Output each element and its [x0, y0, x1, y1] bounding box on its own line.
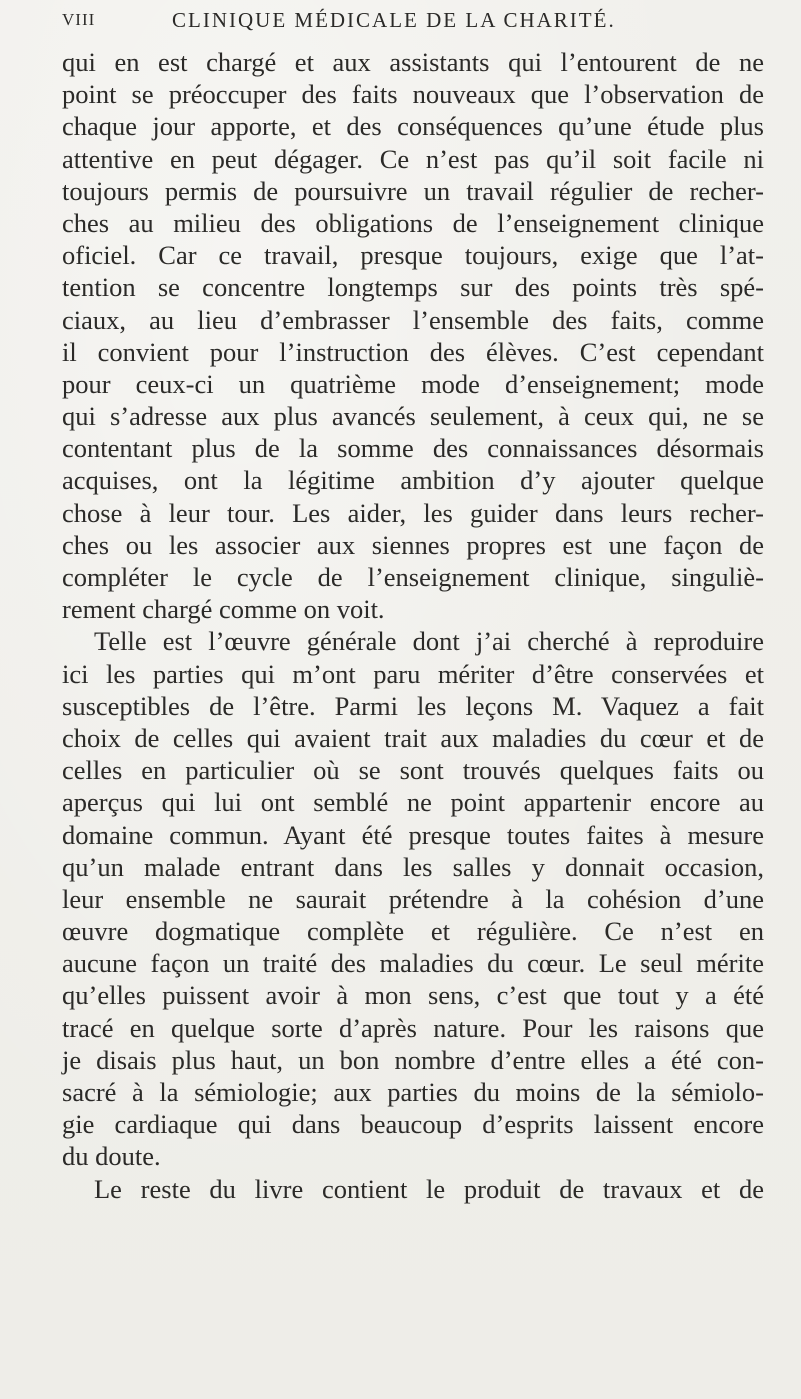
- text-line: ches ou les associer aux siennes propres est une façon de: [62, 529, 764, 560]
- text-line: chaque jour apporte, et des conséquences qu’une étude plus: [62, 111, 764, 142]
- text-line: qu’un malade entrant dans les salles y donnait occasion,: [62, 851, 764, 882]
- text-line: susceptibles de l’être. Parmi les leçons M. Vaquez a fait: [62, 690, 764, 721]
- text-line: ici les parties qui m’ont paru mériter d’être conservées et: [62, 658, 764, 689]
- text-line: leur ensemble ne saurait prétendre à la cohésion d’une: [62, 883, 764, 914]
- text-line: domaine commun. Ayant été presque toutes faites à mesure: [62, 819, 764, 850]
- text-line: celles en particulier où se sont trouvés quelques faits ou: [62, 755, 764, 786]
- text-line: point se préoccuper des faits nouveaux que l’observation de: [62, 79, 764, 110]
- text-line: sacré à la sémiologie; aux parties du moins de la sémiolo-: [62, 1077, 764, 1107]
- text-line: qui s’adresse aux plus avancés seulement, à ceux qui, ne se: [62, 401, 764, 432]
- text-line: acquises, ont la légitime ambition d’y ajouter quelque: [62, 465, 764, 496]
- text-line: aucune façon un traité des maladies du cœur. Le seul mérite: [62, 948, 764, 979]
- text-line: du doute.: [62, 1141, 161, 1172]
- paragraph-first-line: Le reste du livre contient le produit de travaux et de: [94, 1173, 764, 1204]
- running-head: [62, 8, 762, 38]
- text-line: ciaux, au lieu d’embrasser l’ensemble des faits, comme: [62, 304, 764, 335]
- text-line: toujours permis de poursuivre un travail régulier de recher-: [62, 175, 764, 206]
- text-line: qui en est chargé et aux assistants qui l’entourent de ne: [62, 47, 764, 77]
- page-number: VIII: [62, 10, 96, 29]
- text-line: qu’elles puissent avoir à mon sens, c’est que tout y a été: [62, 980, 764, 1011]
- text-line: aperçus qui lui ont semblé ne point appartenir encore au: [62, 787, 764, 818]
- text-line: ches au milieu des obligations de l’enseignement clinique: [62, 207, 764, 238]
- text-line: chose à leur tour. Les aider, les guider dans leurs recher-: [62, 497, 764, 528]
- text-line: je disais plus haut, un bon nombre d’entre elles a été con-: [62, 1044, 764, 1075]
- text-line: oficiel. Car ce travail, presque toujours, exige que l’at-: [62, 240, 764, 271]
- text-line: choix de celles qui avaient trait aux maladies du cœur et de: [62, 722, 764, 753]
- text-line: rement chargé comme on voit.: [62, 594, 385, 625]
- text-line: pour ceux-ci un quatrième mode d’enseignement; mode: [62, 368, 764, 399]
- text-line: gie cardiaque qui dans beaucoup d’esprits laissent encore: [62, 1109, 764, 1140]
- text-line: compléter le cycle de l’enseignement clinique, singuliè-: [62, 562, 764, 592]
- text-line: contentant plus de la somme des connaissances désormais: [62, 433, 764, 464]
- body-text: [62, 46, 764, 1205]
- text-line: tention se concentre longtemps sur des points très spé-: [62, 272, 764, 303]
- text-line: tracé en quelque sorte d’après nature. Pour les raisons que: [62, 1012, 764, 1043]
- paragraph-first-line: Telle est l’œuvre générale dont j’ai cherché à reproduire: [94, 626, 764, 657]
- text-line: œuvre dogmatique complète et régulière. Ce n’est en: [62, 916, 764, 947]
- text-line: il convient pour l’instruction des élèves. C’est cependant: [62, 336, 764, 367]
- text-line: attentive en peut dégager. Ce n’est pas qu’il soit facile ni: [62, 143, 764, 174]
- running-title: CLINIQUE MÉDICALE DE LA CHARITÉ.: [172, 8, 616, 32]
